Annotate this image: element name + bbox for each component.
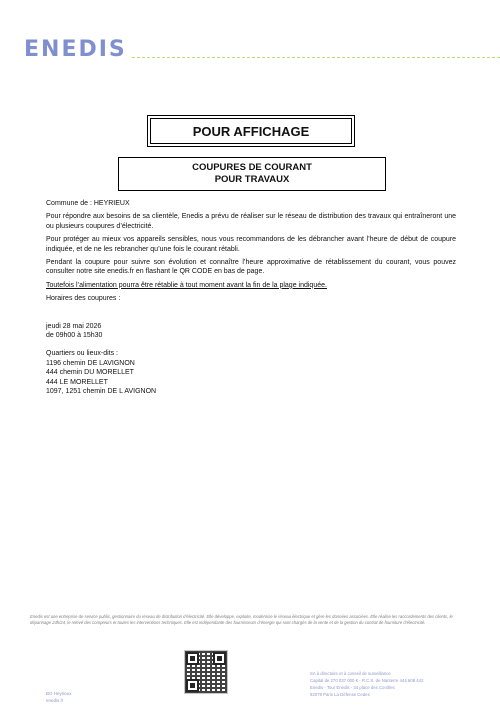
company-address-2: 92079 Paris La Défense Cedex [310,692,370,697]
district-item: 1196 chemin DE LAVIGNON [46,359,135,367]
district-item: 444 chemin DU MORELLET [46,369,134,377]
district-item: 444 LE MORELLET [46,378,108,386]
qr-code[interactable] [184,650,228,694]
warning-text: Toutefois l’alimentation pourra être rétablie à tout moment avant la fin de la plage indiquée. [46,281,327,289]
company-form: SA à directoire et à conseil de surveillance [310,671,391,676]
districts-label: Quartiers ou lieux-dits : [46,350,118,358]
outage-date: jeudi 28 mai 2026 [46,322,102,330]
footer-left [46,690,72,704]
notice-body [46,199,456,397]
office-name: BO Heyrieux [46,691,72,696]
paragraph-intro: Pour répondre aux besoins de sa clientèle, Enedis a prévu de réaliser sur le réseau de distribution des travaux qui entraîneront une ou plusieurs coupures d’électricité. [46,213,456,230]
district-item: 1097, 1251 chemin DE L AVIGNON [46,388,157,396]
website-link[interactable]: enedis.fr [46,698,64,703]
notice-subtitle-line2: POUR TRAVAUX [214,174,290,185]
paragraph-tracking: Pendant la coupure pour suivre son évolution et connaître l’heure approximative de rétablissement du courant, vous pouvez consulter notre site enedis.fr en flashant le QR CODE en bas de page. [46,259,456,276]
paragraph-advice: Pour protéger au mieux vos appareils sensibles, nous vous recommandons de les débrancher avant l’heure de début de coupure indiquée, et de ne les rebrancher qu’une fois le courant rétabli. [46,236,456,253]
commune: Commune de : HEYRIEUX [46,200,130,207]
notice-subtitle-line1: COUPURES DE COURANT [192,162,312,173]
header-divider [132,57,500,58]
footer-right [310,670,423,698]
company-address-1: Enedis - Tour Enedis - 34 place des Corolles [310,685,395,690]
outage-time-range: de 09h00 à 15h30 [46,332,103,340]
notice-subtitle-box [118,157,386,191]
schedule-label: Horaires des coupures : [46,295,121,303]
enedis-logo: ENEDIS [24,37,127,62]
company-capital: Capital de 270 037 000 € - R.C.S. de Nanterre 444 608 442 [310,678,424,683]
legal-footer: Enedis est une entreprise de service public, gestionnaire du réseau de distribution d’électricité. Elle développe, exploite, modernise le réseau électrique et gère les données associées. Elle réalise les raccordements des clients, le dépannage 24h/24, le relevé des compteurs et toutes les interventions techniques. Elle est indépendante des fournisseurs d’énergie qui sont chargés de la vente et de la gestion du contrat de fourniture d’électricité. [30,614,453,626]
notice-title: POUR AFFICHAGE [192,123,310,139]
notice-title-box [150,118,352,144]
